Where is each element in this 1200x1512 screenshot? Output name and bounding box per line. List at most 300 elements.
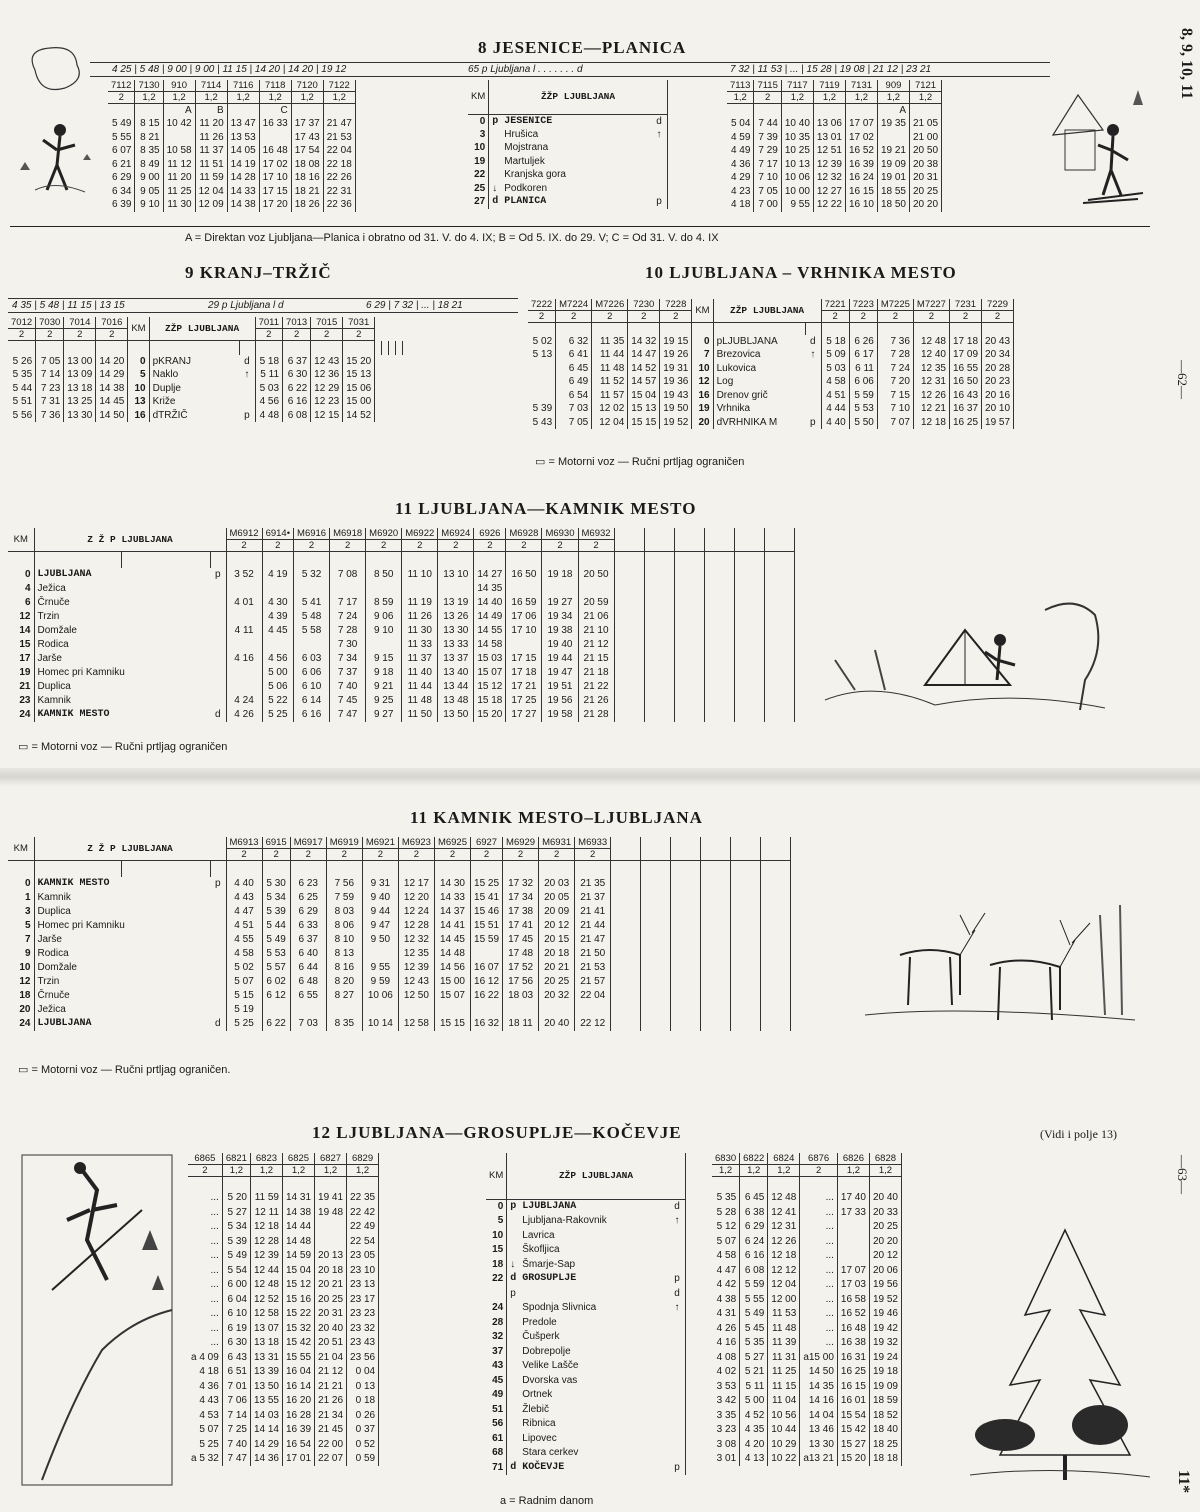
table-row bbox=[468, 182, 667, 196]
time-cell: 5 03 bbox=[255, 382, 282, 396]
time-cell: 9 10 bbox=[366, 624, 402, 638]
time-cell: 12 09 bbox=[195, 198, 227, 212]
table-row bbox=[712, 1307, 901, 1322]
time-cell: 4 58 bbox=[821, 375, 849, 389]
time-cell: 13 48 bbox=[438, 694, 474, 708]
time-cell: 5 02 bbox=[226, 961, 262, 975]
time-cell: 14 27 bbox=[474, 568, 506, 582]
time-cell: 15 20 bbox=[343, 355, 375, 369]
arrival-departure-mark bbox=[210, 919, 226, 933]
time-cell: 17 33 bbox=[837, 1205, 869, 1220]
time-cell: 6 41 bbox=[556, 348, 592, 362]
time-cell: 9 25 bbox=[366, 694, 402, 708]
empty-column bbox=[611, 837, 641, 861]
arrival-departure-mark bbox=[210, 652, 226, 666]
time-cell: 7 24 bbox=[330, 610, 366, 624]
train-number: M6925 bbox=[434, 837, 470, 849]
time-cell: 16 22 bbox=[471, 989, 503, 1003]
time-cell: 7 00 bbox=[754, 198, 781, 212]
train-number: M6920 bbox=[366, 528, 402, 540]
empty-cell bbox=[764, 610, 794, 624]
station-name: Podkoren bbox=[504, 182, 548, 194]
time-cell: ... bbox=[188, 1336, 222, 1351]
time-cell bbox=[226, 638, 262, 652]
km-cell: 5 bbox=[8, 919, 34, 933]
empty-cell bbox=[611, 961, 641, 975]
time-cell: 19 57 bbox=[982, 416, 1014, 430]
hiker-illustration bbox=[5, 40, 105, 200]
time-cell bbox=[362, 947, 398, 961]
time-cell: 11 26 bbox=[195, 131, 227, 145]
spacer-cell bbox=[805, 323, 821, 335]
spacer-cell bbox=[849, 323, 877, 335]
time-cell: 16 10 bbox=[845, 198, 877, 212]
time-cell: 12 26 bbox=[768, 1234, 800, 1249]
train-class: 1,2 bbox=[135, 92, 163, 104]
time-cell bbox=[226, 610, 262, 624]
station-name: Ježica bbox=[37, 583, 66, 594]
time-cell: 5 57 bbox=[262, 961, 290, 975]
train-number: 6876 bbox=[800, 1153, 838, 1165]
time-cell: 16 48 bbox=[259, 144, 291, 158]
time-cell bbox=[366, 638, 402, 652]
spacer-cell bbox=[210, 861, 226, 877]
empty-cell bbox=[641, 1017, 671, 1031]
time-cell: 16 37 bbox=[949, 402, 981, 416]
spacer-cell bbox=[712, 1177, 740, 1191]
time-cell: ... bbox=[800, 1234, 838, 1249]
time-cell: 10 13 bbox=[781, 158, 813, 172]
km-cell: 19 bbox=[8, 666, 34, 680]
footnote-8: A = Direktan voz Ljubljana—Planica i obratno od 31. V. do 4. IX; B = Od 5. IX. do 29. V; C = Od 31. V. do 4. IX bbox=[185, 232, 719, 244]
time-cell: 14 05 bbox=[227, 144, 259, 158]
table-row bbox=[108, 117, 355, 131]
train-class: 2 bbox=[556, 311, 592, 323]
train-note-mark bbox=[910, 104, 942, 118]
direction-mark: p bbox=[669, 1272, 685, 1287]
time-cell: 0 26 bbox=[347, 1408, 379, 1423]
time-cell: 16 55 bbox=[949, 362, 981, 376]
table-row bbox=[188, 1220, 379, 1235]
time-cell: 11 33 bbox=[402, 638, 438, 652]
time-cell: 20 40 bbox=[869, 1191, 901, 1206]
legend-10 bbox=[535, 455, 744, 468]
time-cell: 14 59 bbox=[282, 1249, 314, 1264]
time-cell bbox=[877, 131, 909, 145]
train-number: 6915 bbox=[262, 837, 290, 849]
table-row bbox=[8, 989, 791, 1003]
arrival-departure-mark: p bbox=[492, 115, 499, 127]
time-cell: 17 18 bbox=[506, 666, 542, 680]
train-number: 7011 bbox=[255, 317, 282, 329]
train-number: M6932 bbox=[578, 528, 614, 540]
section-10-title: 10 LJUBLJANA – VRHNIKA MESTO bbox=[645, 263, 957, 282]
time-cell: 7 31 bbox=[36, 395, 64, 409]
train-number: M6929 bbox=[503, 837, 539, 849]
train-note-mark: A bbox=[877, 104, 909, 118]
arrival-departure-mark bbox=[507, 1446, 520, 1461]
train-class: 2 bbox=[434, 849, 470, 861]
time-cell: 16 59 bbox=[506, 596, 542, 610]
time-cell: 21 22 bbox=[578, 680, 614, 694]
time-cell: 12 00 bbox=[768, 1292, 800, 1307]
train-number: M6931 bbox=[539, 837, 575, 849]
time-cell: 6 34 bbox=[108, 185, 135, 199]
time-cell: 7 34 bbox=[330, 652, 366, 666]
train-class: 2 bbox=[255, 329, 282, 341]
time-cell bbox=[528, 389, 556, 403]
time-cell: 8 50 bbox=[366, 568, 402, 582]
empty-cell bbox=[731, 1017, 761, 1031]
time-cell: 13 31 bbox=[250, 1350, 282, 1365]
empty-cell bbox=[731, 905, 761, 919]
table-row bbox=[108, 171, 355, 185]
train-note-mark bbox=[727, 104, 754, 118]
spacer-cell bbox=[506, 552, 542, 568]
empty-cell bbox=[764, 708, 794, 722]
station-name: LJUBLJANA bbox=[37, 569, 92, 580]
spacer-cell bbox=[578, 552, 614, 568]
time-cell: 11 25 bbox=[163, 185, 195, 199]
train-class: 2 bbox=[36, 329, 64, 341]
time-cell bbox=[226, 666, 262, 680]
time-cell: 14 57 bbox=[628, 375, 660, 389]
time-cell: 17 43 bbox=[291, 131, 323, 145]
empty-column bbox=[614, 528, 644, 552]
time-cell: 21 26 bbox=[315, 1394, 347, 1409]
time-cell: 5 34 bbox=[262, 891, 290, 905]
empty-cell bbox=[671, 905, 701, 919]
time-cell: 9 59 bbox=[362, 975, 398, 989]
train-number: 6821 bbox=[222, 1153, 250, 1165]
time-cell: 22 54 bbox=[347, 1234, 379, 1249]
km-cell: 0 bbox=[692, 335, 713, 349]
empty-cell bbox=[644, 638, 674, 652]
spacer-cell bbox=[188, 1177, 222, 1191]
km-cell: 0 bbox=[486, 1199, 507, 1214]
arrival-departure-mark bbox=[210, 975, 226, 989]
time-cell: 13 07 bbox=[250, 1321, 282, 1336]
time-cell: 12 35 bbox=[913, 362, 949, 376]
table-row bbox=[727, 185, 942, 199]
time-cell: 7 17 bbox=[330, 596, 366, 610]
train-class: 2 bbox=[800, 1165, 838, 1177]
time-cell: 5 51 bbox=[8, 395, 36, 409]
time-cell: 14 33 bbox=[434, 891, 470, 905]
time-cell: 0 13 bbox=[347, 1379, 379, 1394]
table-row bbox=[188, 1292, 379, 1307]
time-cell: 12 48 bbox=[913, 335, 949, 349]
empty-cell bbox=[731, 877, 761, 891]
km-cell: 16 bbox=[692, 389, 713, 403]
empty-cell bbox=[701, 1017, 731, 1031]
km-cell: 0 bbox=[8, 877, 34, 891]
empty-column bbox=[761, 837, 791, 861]
empty-cell bbox=[641, 905, 671, 919]
train-class: 2 bbox=[8, 329, 36, 341]
time-cell: a13 21 bbox=[800, 1452, 838, 1467]
km-cell: 19 bbox=[692, 402, 713, 416]
time-cell: 16 50 bbox=[506, 568, 542, 582]
spacer-cell bbox=[122, 552, 210, 568]
train-note-mark bbox=[291, 104, 323, 118]
time-cell: 4 11 bbox=[226, 624, 262, 638]
train-number: M6913 bbox=[226, 837, 262, 849]
time-cell: ... bbox=[188, 1321, 222, 1336]
table-row bbox=[486, 1272, 685, 1287]
time-cell: 7 30 bbox=[330, 638, 366, 652]
time-cell: 11 35 bbox=[592, 335, 628, 349]
time-cell: 10 22 bbox=[768, 1452, 800, 1467]
time-cell bbox=[262, 582, 293, 596]
time-cell: 20 23 bbox=[982, 375, 1014, 389]
km-cell: 5 bbox=[486, 1214, 507, 1229]
train-note-mark bbox=[845, 104, 877, 118]
train-number: 6830 bbox=[712, 1153, 740, 1165]
station-name: Škofljica bbox=[522, 1244, 560, 1256]
empty-cell bbox=[704, 624, 734, 638]
time-cell: 17 03 bbox=[837, 1278, 869, 1293]
time-cell: 20 20 bbox=[910, 198, 942, 212]
direction-mark: p bbox=[669, 1460, 685, 1475]
time-cell: 6 48 bbox=[290, 975, 326, 989]
time-cell: 21 41 bbox=[575, 905, 611, 919]
time-cell: 20 06 bbox=[869, 1263, 901, 1278]
time-cell: 7 03 bbox=[556, 402, 592, 416]
km-cell: 12 bbox=[8, 610, 34, 624]
table-row bbox=[108, 144, 355, 158]
table-row bbox=[528, 416, 1014, 430]
railcar-icon: ▭ bbox=[535, 456, 546, 468]
time-cell: 5 11 bbox=[740, 1379, 768, 1394]
km-cell: 0 bbox=[468, 114, 489, 128]
empty-cell bbox=[614, 680, 644, 694]
train-class: 2 bbox=[283, 329, 311, 341]
time-cell: 17 45 bbox=[503, 933, 539, 947]
table-row bbox=[727, 198, 942, 212]
time-cell: 4 42 bbox=[712, 1278, 740, 1293]
time-cell: 15 54 bbox=[837, 1408, 869, 1423]
time-cell: 6 02 bbox=[262, 975, 290, 989]
time-cell: 5 00 bbox=[740, 1394, 768, 1409]
empty-cell bbox=[614, 582, 644, 596]
empty-cell bbox=[704, 652, 734, 666]
direction-mark bbox=[669, 1257, 685, 1272]
time-cell: 6 08 bbox=[740, 1263, 768, 1278]
empty-cell bbox=[611, 989, 641, 1003]
empty-cell bbox=[764, 694, 794, 708]
time-cell bbox=[575, 1003, 611, 1017]
time-cell: 7 05 bbox=[754, 185, 781, 199]
spacer-cell bbox=[434, 861, 470, 877]
empty-column bbox=[764, 528, 794, 552]
time-cell: 7 23 bbox=[36, 382, 64, 396]
empty-column bbox=[731, 837, 761, 861]
empty-cell bbox=[614, 638, 644, 652]
empty-cell bbox=[641, 919, 671, 933]
km-header: KM bbox=[128, 317, 149, 341]
time-cell: 5 27 bbox=[222, 1205, 250, 1220]
station-name: LJUBLJANA bbox=[37, 1018, 92, 1029]
time-cell: 4 01 bbox=[226, 596, 262, 610]
km-cell: 10 bbox=[692, 362, 713, 376]
legend-text: = Motorni voz — Ručni prtljag ograničen bbox=[31, 741, 228, 753]
time-cell: 12 50 bbox=[398, 989, 434, 1003]
train-number: 7014 bbox=[64, 317, 96, 329]
time-cell: ... bbox=[800, 1292, 838, 1307]
time-cell: 5 06 bbox=[262, 680, 293, 694]
table-row bbox=[528, 389, 1014, 403]
time-cell: 12 27 bbox=[813, 185, 845, 199]
time-cell: 4 52 bbox=[740, 1408, 768, 1423]
station-name: Martuljek bbox=[504, 155, 545, 167]
time-cell: 21 28 bbox=[578, 708, 614, 722]
time-cell bbox=[366, 582, 402, 596]
time-cell: 5 48 bbox=[294, 610, 330, 624]
spacer-cell bbox=[366, 552, 402, 568]
empty-cell bbox=[641, 1003, 671, 1017]
time-cell: 5 07 bbox=[712, 1234, 740, 1249]
empty-cell bbox=[704, 610, 734, 624]
km-cell: 10 bbox=[486, 1228, 507, 1243]
time-cell: 7 03 bbox=[290, 1017, 326, 1031]
time-cell: 4 36 bbox=[727, 158, 754, 172]
train-class: 1,2 bbox=[250, 1165, 282, 1177]
spacer-cell bbox=[761, 861, 791, 877]
time-cell: 4 19 bbox=[262, 568, 293, 582]
station-name: Trzin bbox=[37, 976, 60, 987]
time-cell: 22 00 bbox=[315, 1437, 347, 1452]
time-cell: 13 18 bbox=[250, 1336, 282, 1351]
time-cell: 20 21 bbox=[315, 1278, 347, 1293]
direction-mark bbox=[651, 168, 667, 182]
time-cell: 16 54 bbox=[282, 1437, 314, 1452]
km-cell: 24 bbox=[8, 1017, 34, 1031]
table-row bbox=[528, 375, 1014, 389]
table-row bbox=[712, 1408, 901, 1423]
time-cell: 4 59 bbox=[727, 131, 754, 145]
empty-cell bbox=[734, 708, 764, 722]
time-cell bbox=[506, 582, 542, 596]
time-cell: 13 25 bbox=[64, 395, 96, 409]
time-cell: ... bbox=[188, 1263, 222, 1278]
time-cell: 17 06 bbox=[506, 610, 542, 624]
train-number: 7229 bbox=[982, 299, 1014, 311]
empty-cell bbox=[611, 891, 641, 905]
time-cell: 9 15 bbox=[366, 652, 402, 666]
spacer-cell bbox=[326, 861, 362, 877]
empty-cell bbox=[704, 638, 734, 652]
station-name: Stara cerkev bbox=[522, 1447, 579, 1459]
time-cell: 3 23 bbox=[712, 1423, 740, 1438]
table-row bbox=[486, 1243, 685, 1258]
empty-cell bbox=[701, 891, 731, 905]
direction-mark bbox=[669, 1388, 685, 1403]
time-cell: 5 44 bbox=[262, 919, 290, 933]
empty-cell bbox=[611, 933, 641, 947]
station-name: Domžale bbox=[37, 962, 77, 973]
time-cell: ... bbox=[188, 1220, 222, 1235]
time-cell: 10 35 bbox=[781, 131, 813, 145]
train-class: 1,2 bbox=[291, 92, 323, 104]
time-cell: 11 15 bbox=[768, 1379, 800, 1394]
table-row bbox=[188, 1437, 379, 1452]
km-cell: 18 bbox=[8, 989, 34, 1003]
time-cell: ... bbox=[800, 1249, 838, 1264]
station-name: Rodica bbox=[37, 639, 69, 650]
train-number: 7012 bbox=[8, 317, 36, 329]
time-cell: 14 31 bbox=[282, 1191, 314, 1206]
time-cell: 21 35 bbox=[575, 877, 611, 891]
train-class: 1,2 bbox=[347, 1165, 379, 1177]
table-row bbox=[468, 114, 667, 128]
time-cell: 12 40 bbox=[913, 348, 949, 362]
rule-8 bbox=[10, 226, 1150, 227]
empty-cell bbox=[704, 568, 734, 582]
empty-cell bbox=[734, 582, 764, 596]
time-cell: 11 37 bbox=[402, 652, 438, 666]
table-row bbox=[712, 1452, 901, 1467]
time-cell bbox=[259, 131, 291, 145]
time-cell: 4 51 bbox=[821, 389, 849, 403]
spacer-cell bbox=[614, 552, 644, 568]
direction-mark: d bbox=[239, 355, 255, 369]
empty-cell bbox=[764, 582, 794, 596]
train-class: 2 bbox=[754, 92, 781, 104]
time-cell: 11 52 bbox=[592, 375, 628, 389]
time-cell: 16 58 bbox=[837, 1292, 869, 1307]
time-cell: 16 33 bbox=[259, 117, 291, 131]
km-cell: 56 bbox=[486, 1417, 507, 1432]
km-cell: 16 bbox=[128, 409, 149, 423]
train-number: 7113 bbox=[727, 80, 754, 92]
train-class: 2 bbox=[262, 540, 293, 552]
empty-cell bbox=[674, 680, 704, 694]
km-cell: 0 bbox=[8, 568, 34, 582]
spacer-cell bbox=[982, 323, 1014, 335]
train-number: 7016 bbox=[96, 317, 128, 329]
empty-cell bbox=[644, 582, 674, 596]
time-cell: 5 25 bbox=[226, 1017, 262, 1031]
time-cell: 18 08 bbox=[291, 158, 323, 172]
time-cell: ... bbox=[188, 1307, 222, 1322]
train-class: 2 bbox=[949, 311, 981, 323]
empty-cell bbox=[701, 975, 731, 989]
km-cell: 24 bbox=[8, 708, 34, 722]
direction-mark bbox=[669, 1359, 685, 1374]
empty-cell bbox=[611, 975, 641, 989]
spacer-cell bbox=[740, 1177, 768, 1191]
time-cell: 3 35 bbox=[712, 1408, 740, 1423]
time-cell: 11 04 bbox=[768, 1394, 800, 1409]
time-cell: 19 52 bbox=[869, 1292, 901, 1307]
time-cell: 20 13 bbox=[315, 1249, 347, 1264]
train-note-mark: B bbox=[195, 104, 227, 118]
time-cell: 5 39 bbox=[222, 1234, 250, 1249]
station-name: Rodica bbox=[37, 948, 69, 959]
time-cell: 13 06 bbox=[813, 117, 845, 131]
table-row bbox=[188, 1365, 379, 1380]
station-name: Homec pri Kamniku bbox=[37, 667, 125, 678]
km-header: KM bbox=[8, 528, 34, 552]
time-cell: 5 44 bbox=[8, 382, 36, 396]
arrival-departure-mark bbox=[210, 947, 226, 961]
time-cell: 13 46 bbox=[800, 1423, 838, 1438]
time-cell: 19 09 bbox=[869, 1379, 901, 1394]
time-cell: 5 50 bbox=[849, 416, 877, 430]
time-cell: 11 37 bbox=[195, 144, 227, 158]
table-row bbox=[712, 1278, 901, 1293]
